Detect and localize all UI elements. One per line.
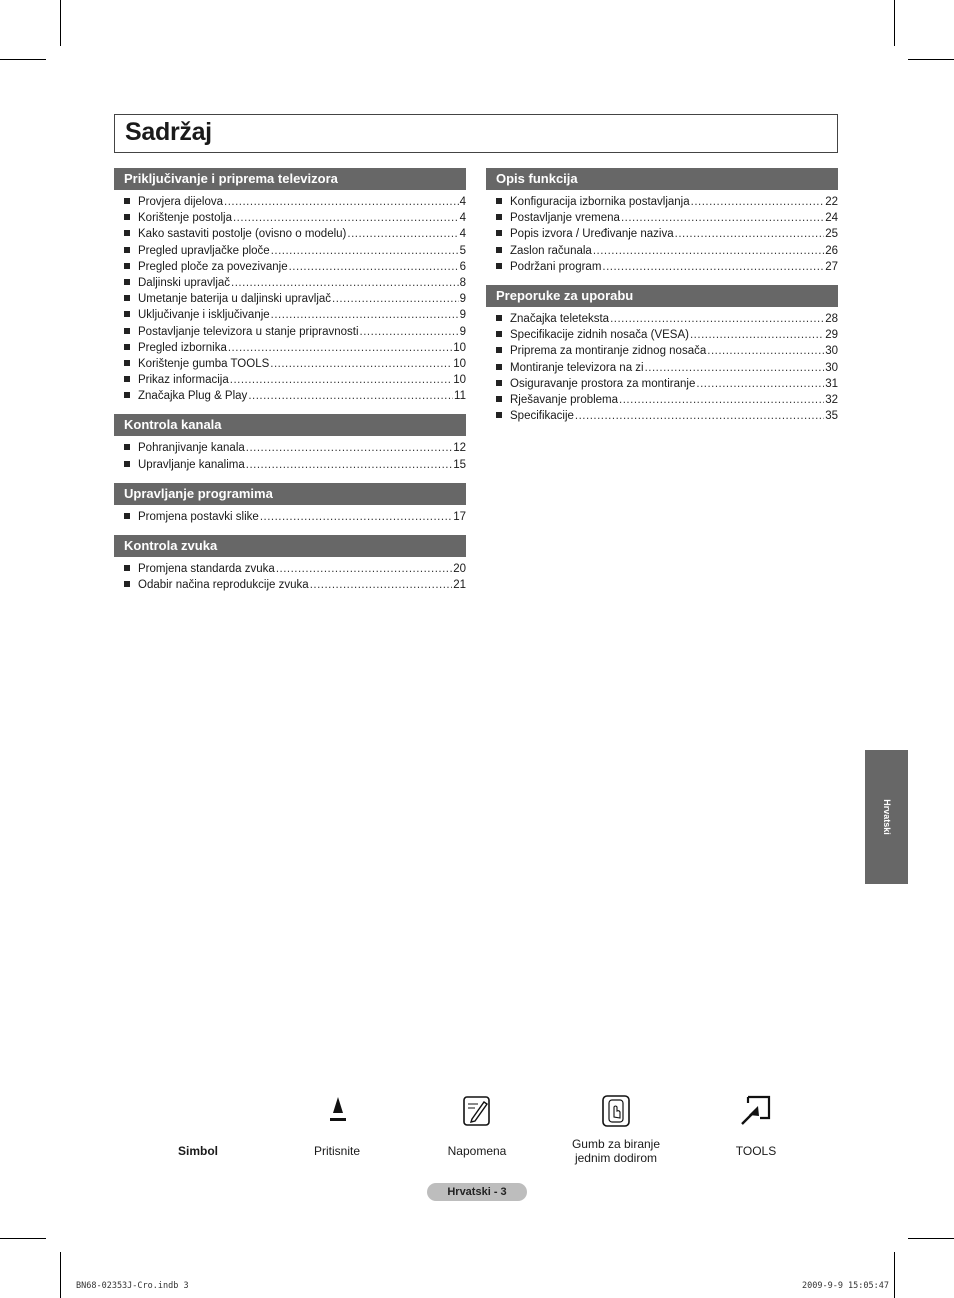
section-heading: Upravljanje programima: [114, 483, 466, 505]
symbol-legend: [0, 1090, 954, 1180]
square-bullet-icon: [124, 328, 130, 334]
square-bullet-icon: [496, 396, 502, 402]
toc-entry[interactable]: [486, 311, 838, 327]
toc-entry[interactable]: [486, 392, 838, 408]
section-heading: Priključivanje i priprema televizora: [114, 168, 466, 190]
square-bullet-icon: [124, 565, 130, 571]
square-bullet-icon: [124, 295, 130, 301]
square-bullet-icon: [124, 311, 130, 317]
square-bullet-icon: [124, 344, 130, 350]
legend-symbol-label: Simbol: [177, 1144, 218, 1158]
tools-icon: [738, 1094, 772, 1133]
toc-entry-page: 10: [453, 357, 466, 370]
square-bullet-icon: [496, 380, 502, 386]
toc-entry-label: Uključivanje i isključivanje: [138, 309, 270, 322]
square-bullet-icon: [124, 230, 130, 236]
dot-leader: [645, 360, 825, 376]
toc-entry-page: 17: [453, 510, 466, 523]
toc-entry-page: 25: [825, 228, 838, 241]
toc-entry-page: 4: [459, 196, 466, 208]
toc-section: [114, 414, 466, 472]
toc-entry-label: Kako sastaviti postolje (ovisno o modelu): [138, 228, 347, 241]
press-arrow-icon: [329, 1096, 347, 1129]
toc-section: [486, 285, 838, 424]
dot-leader: [270, 356, 452, 372]
toc-entry-page: 22: [825, 196, 838, 208]
toc-entry-label: Korištenje gumba TOOLS: [138, 357, 270, 370]
toc-entry[interactable]: [114, 509, 466, 525]
square-bullet-icon: [124, 360, 130, 366]
toc-entry[interactable]: [114, 226, 466, 242]
dot-leader: [621, 210, 824, 226]
square-bullet-icon: [124, 198, 130, 204]
toc-entry-label: Osiguravanje prostora za montiranje: [510, 377, 696, 390]
legend-label-one-touch-line1: Gumb za biranje: [571, 1137, 661, 1151]
square-bullet-icon: [496, 347, 502, 353]
section-heading: Opis funkcija: [486, 168, 838, 190]
language-tab-label: Hrvatski: [881, 799, 892, 835]
toc-entry[interactable]: [114, 259, 466, 275]
square-bullet-icon: [496, 263, 502, 269]
toc-left-column: [114, 168, 466, 603]
legend-label-one-touch-line2: jednim dodirom: [574, 1151, 658, 1165]
square-bullet-icon: [496, 315, 502, 321]
toc-entry-label: Značajka teleteksta: [510, 312, 610, 325]
crop-mark: [908, 59, 954, 60]
title-box: [114, 114, 838, 153]
dot-leader: [276, 561, 452, 577]
square-bullet-icon: [496, 198, 502, 204]
dot-leader: [228, 340, 452, 356]
dot-leader: [224, 194, 459, 210]
toc-entry[interactable]: [114, 440, 466, 456]
toc-entry-page: 27: [825, 260, 838, 273]
toc-section: [114, 535, 466, 593]
dot-leader: [610, 311, 824, 327]
dot-leader: [332, 291, 459, 307]
crop-mark: [60, 1252, 61, 1298]
toc-entry-page: 30: [825, 361, 838, 374]
toc-entry-page: 24: [825, 212, 838, 225]
toc-entry-page: 20: [453, 563, 466, 575]
language-tab: [865, 750, 908, 884]
toc-entry[interactable]: [486, 226, 838, 242]
square-bullet-icon: [124, 461, 130, 467]
dot-leader: [231, 275, 459, 291]
toc-entry-page: 9: [459, 309, 466, 322]
toc-entry-label: Specifikacije: [510, 410, 574, 423]
toc-entry-page: 4: [459, 212, 466, 225]
square-bullet-icon: [496, 331, 502, 337]
toc-entry-label: Rješavanje problema: [510, 393, 619, 406]
square-bullet-icon: [124, 263, 130, 269]
toc-entry-page: 28: [825, 312, 838, 325]
toc-entry-label: Daljinski upravljač: [138, 276, 231, 289]
toc-entry-label: Prikaz informacija: [138, 374, 229, 387]
dot-leader: [271, 307, 459, 323]
toc-right-column: [486, 168, 838, 434]
dot-leader: [691, 194, 825, 210]
square-bullet-icon: [124, 392, 130, 398]
toc-entry-page: 26: [825, 244, 838, 257]
toc-entry[interactable]: [486, 259, 838, 275]
footer-timestamp: 2009-9-9 15:05:47: [802, 1281, 889, 1291]
toc-entry-page: 9: [459, 325, 466, 338]
square-bullet-icon: [496, 412, 502, 418]
square-bullet-icon: [124, 279, 130, 285]
dot-leader: [246, 440, 452, 456]
toc-entry-label: Priprema za montiranje zidnog nosača: [510, 345, 707, 358]
crop-mark: [60, 0, 61, 46]
dot-leader: [675, 226, 825, 242]
toc-entry[interactable]: [114, 307, 466, 323]
page-number-badge: Hrvatski - 3: [427, 1183, 527, 1201]
toc-entry-label: Značajka Plug & Play: [138, 390, 248, 403]
toc-entry-page: 35: [825, 410, 838, 423]
toc-section: [114, 168, 466, 404]
toc-entry-page: 21: [453, 579, 466, 592]
dot-leader: [707, 343, 824, 359]
toc-entry[interactable]: [114, 275, 466, 291]
toc-entry-label: Promjena postavki slike: [138, 510, 259, 523]
dot-leader: [271, 243, 459, 259]
toc-entry-label: Promjena standarda zvuka: [138, 563, 275, 575]
toc-entry[interactable]: [114, 561, 466, 577]
toc-entry[interactable]: [114, 243, 466, 259]
toc-entry[interactable]: [486, 343, 838, 359]
toc-entry-page: 5: [459, 244, 466, 257]
toc-entry-page: 31: [825, 377, 838, 390]
toc-entry-label: Odabir načina reprodukcije zvuka: [138, 579, 309, 592]
dot-leader: [602, 259, 824, 275]
toc-entry[interactable]: [114, 291, 466, 307]
dot-leader: [246, 457, 452, 473]
footer-file: BN68-02353J-Cro.indb 3: [76, 1281, 189, 1291]
toc-entry-page: 12: [453, 442, 466, 455]
toc-entry-page: 9: [459, 293, 466, 306]
square-bullet-icon: [496, 214, 502, 220]
square-bullet-icon: [124, 214, 130, 220]
square-bullet-icon: [496, 230, 502, 236]
toc-entry-page: 8: [459, 276, 466, 289]
section-heading: Preporuke za uporabu: [486, 285, 838, 307]
dot-leader: [289, 259, 459, 275]
square-bullet-icon: [124, 581, 130, 587]
dot-leader: [310, 577, 453, 593]
dot-leader: [619, 392, 824, 408]
toc-entry-label: Provjera dijelova: [138, 196, 224, 208]
toc-entry-label: Konfiguracija izbornika postavljanja: [510, 196, 690, 208]
toc-entry[interactable]: [486, 194, 838, 210]
toc-entry-label: Postavljanje vremena: [510, 212, 620, 225]
legend-label-one-touch: [546, 1137, 686, 1165]
toc-entry[interactable]: [114, 457, 466, 473]
toc-entry-label: Specifikacije zidnih nosača (VESA): [510, 329, 689, 342]
toc-section: [114, 483, 466, 525]
toc-entry-page: 11: [454, 390, 466, 403]
toc-entry-page: 10: [453, 374, 466, 387]
toc-entry[interactable]: [114, 356, 466, 372]
toc-entry[interactable]: [486, 360, 838, 376]
legend-label-press: Pritisnite: [313, 1144, 360, 1158]
crop-mark: [894, 1252, 895, 1298]
toc-entry-label: Podržani program: [510, 260, 602, 273]
dot-leader: [347, 226, 458, 242]
crop-mark: [894, 0, 895, 46]
toc-entry[interactable]: [114, 577, 466, 593]
dot-leader: [230, 372, 452, 388]
toc-entry-label: Popis izvora / Uređivanje naziva: [510, 228, 674, 241]
toc-entry-page: 10: [453, 341, 466, 354]
note-pencil-icon: [462, 1095, 492, 1132]
toc-entry[interactable]: [114, 388, 466, 404]
dot-leader: [575, 408, 824, 424]
toc-entry[interactable]: [486, 327, 838, 343]
toc-entry[interactable]: [114, 210, 466, 226]
toc-section: [486, 168, 838, 275]
square-bullet-icon: [124, 376, 130, 382]
crop-mark: [0, 1238, 46, 1239]
toc-entry-label: Postavljanje televizora u stanje pripravnosti: [138, 325, 359, 338]
crop-mark: [908, 1238, 954, 1239]
toc-entry-page: 32: [825, 393, 838, 406]
toc-entry-page: 30: [825, 345, 838, 358]
dot-leader: [696, 376, 824, 392]
toc-entry[interactable]: [114, 340, 466, 356]
square-bullet-icon: [124, 247, 130, 253]
section-heading: Kontrola zvuka: [114, 535, 466, 557]
toc-entry[interactable]: [486, 408, 838, 424]
dot-leader: [260, 509, 452, 525]
toc-entry-label: Upravljanje kanalima: [138, 458, 245, 471]
toc-entry-label: Montiranje televizora na zi: [510, 361, 644, 374]
toc-entry-page: 6: [459, 260, 466, 273]
toc-entry[interactable]: [486, 210, 838, 226]
dot-leader: [360, 324, 459, 340]
square-bullet-icon: [124, 513, 130, 519]
legend-label-tools: TOOLS: [735, 1144, 777, 1158]
dot-leader: [233, 210, 459, 226]
toc-entry-page: 29: [825, 329, 838, 342]
dot-leader: [248, 388, 453, 404]
section-heading: Kontrola kanala: [114, 414, 466, 436]
toc-entry[interactable]: [486, 243, 838, 259]
toc-entry[interactable]: [486, 376, 838, 392]
one-touch-button-icon: [602, 1095, 630, 1132]
toc-entry[interactable]: [114, 372, 466, 388]
toc-entry-label: Korištenje postolja: [138, 212, 232, 225]
square-bullet-icon: [124, 444, 130, 450]
toc-entry-label: Umetanje baterija u daljinski upravljač: [138, 293, 332, 306]
crop-mark: [0, 59, 46, 60]
toc-entry-page: 4: [459, 228, 466, 241]
toc-entry-page: 15: [453, 458, 466, 471]
page-title: Sadržaj: [125, 118, 212, 146]
toc-entry-label: Zaslon računala: [510, 244, 592, 257]
dot-leader: [593, 243, 824, 259]
toc-entry-label: Pregled upravljačke ploče: [138, 244, 270, 257]
legend-label-note: Napomena: [447, 1144, 507, 1158]
square-bullet-icon: [496, 364, 502, 370]
toc-entry[interactable]: [114, 194, 466, 210]
toc-entry-label: Pregled ploče za povezivanje: [138, 260, 288, 273]
toc-entry-label: Pohranjivanje kanala: [138, 442, 245, 455]
toc-entry-label: Pregled izbornika: [138, 341, 227, 354]
square-bullet-icon: [496, 247, 502, 253]
dot-leader: [690, 327, 824, 343]
toc-entry[interactable]: [114, 324, 466, 340]
